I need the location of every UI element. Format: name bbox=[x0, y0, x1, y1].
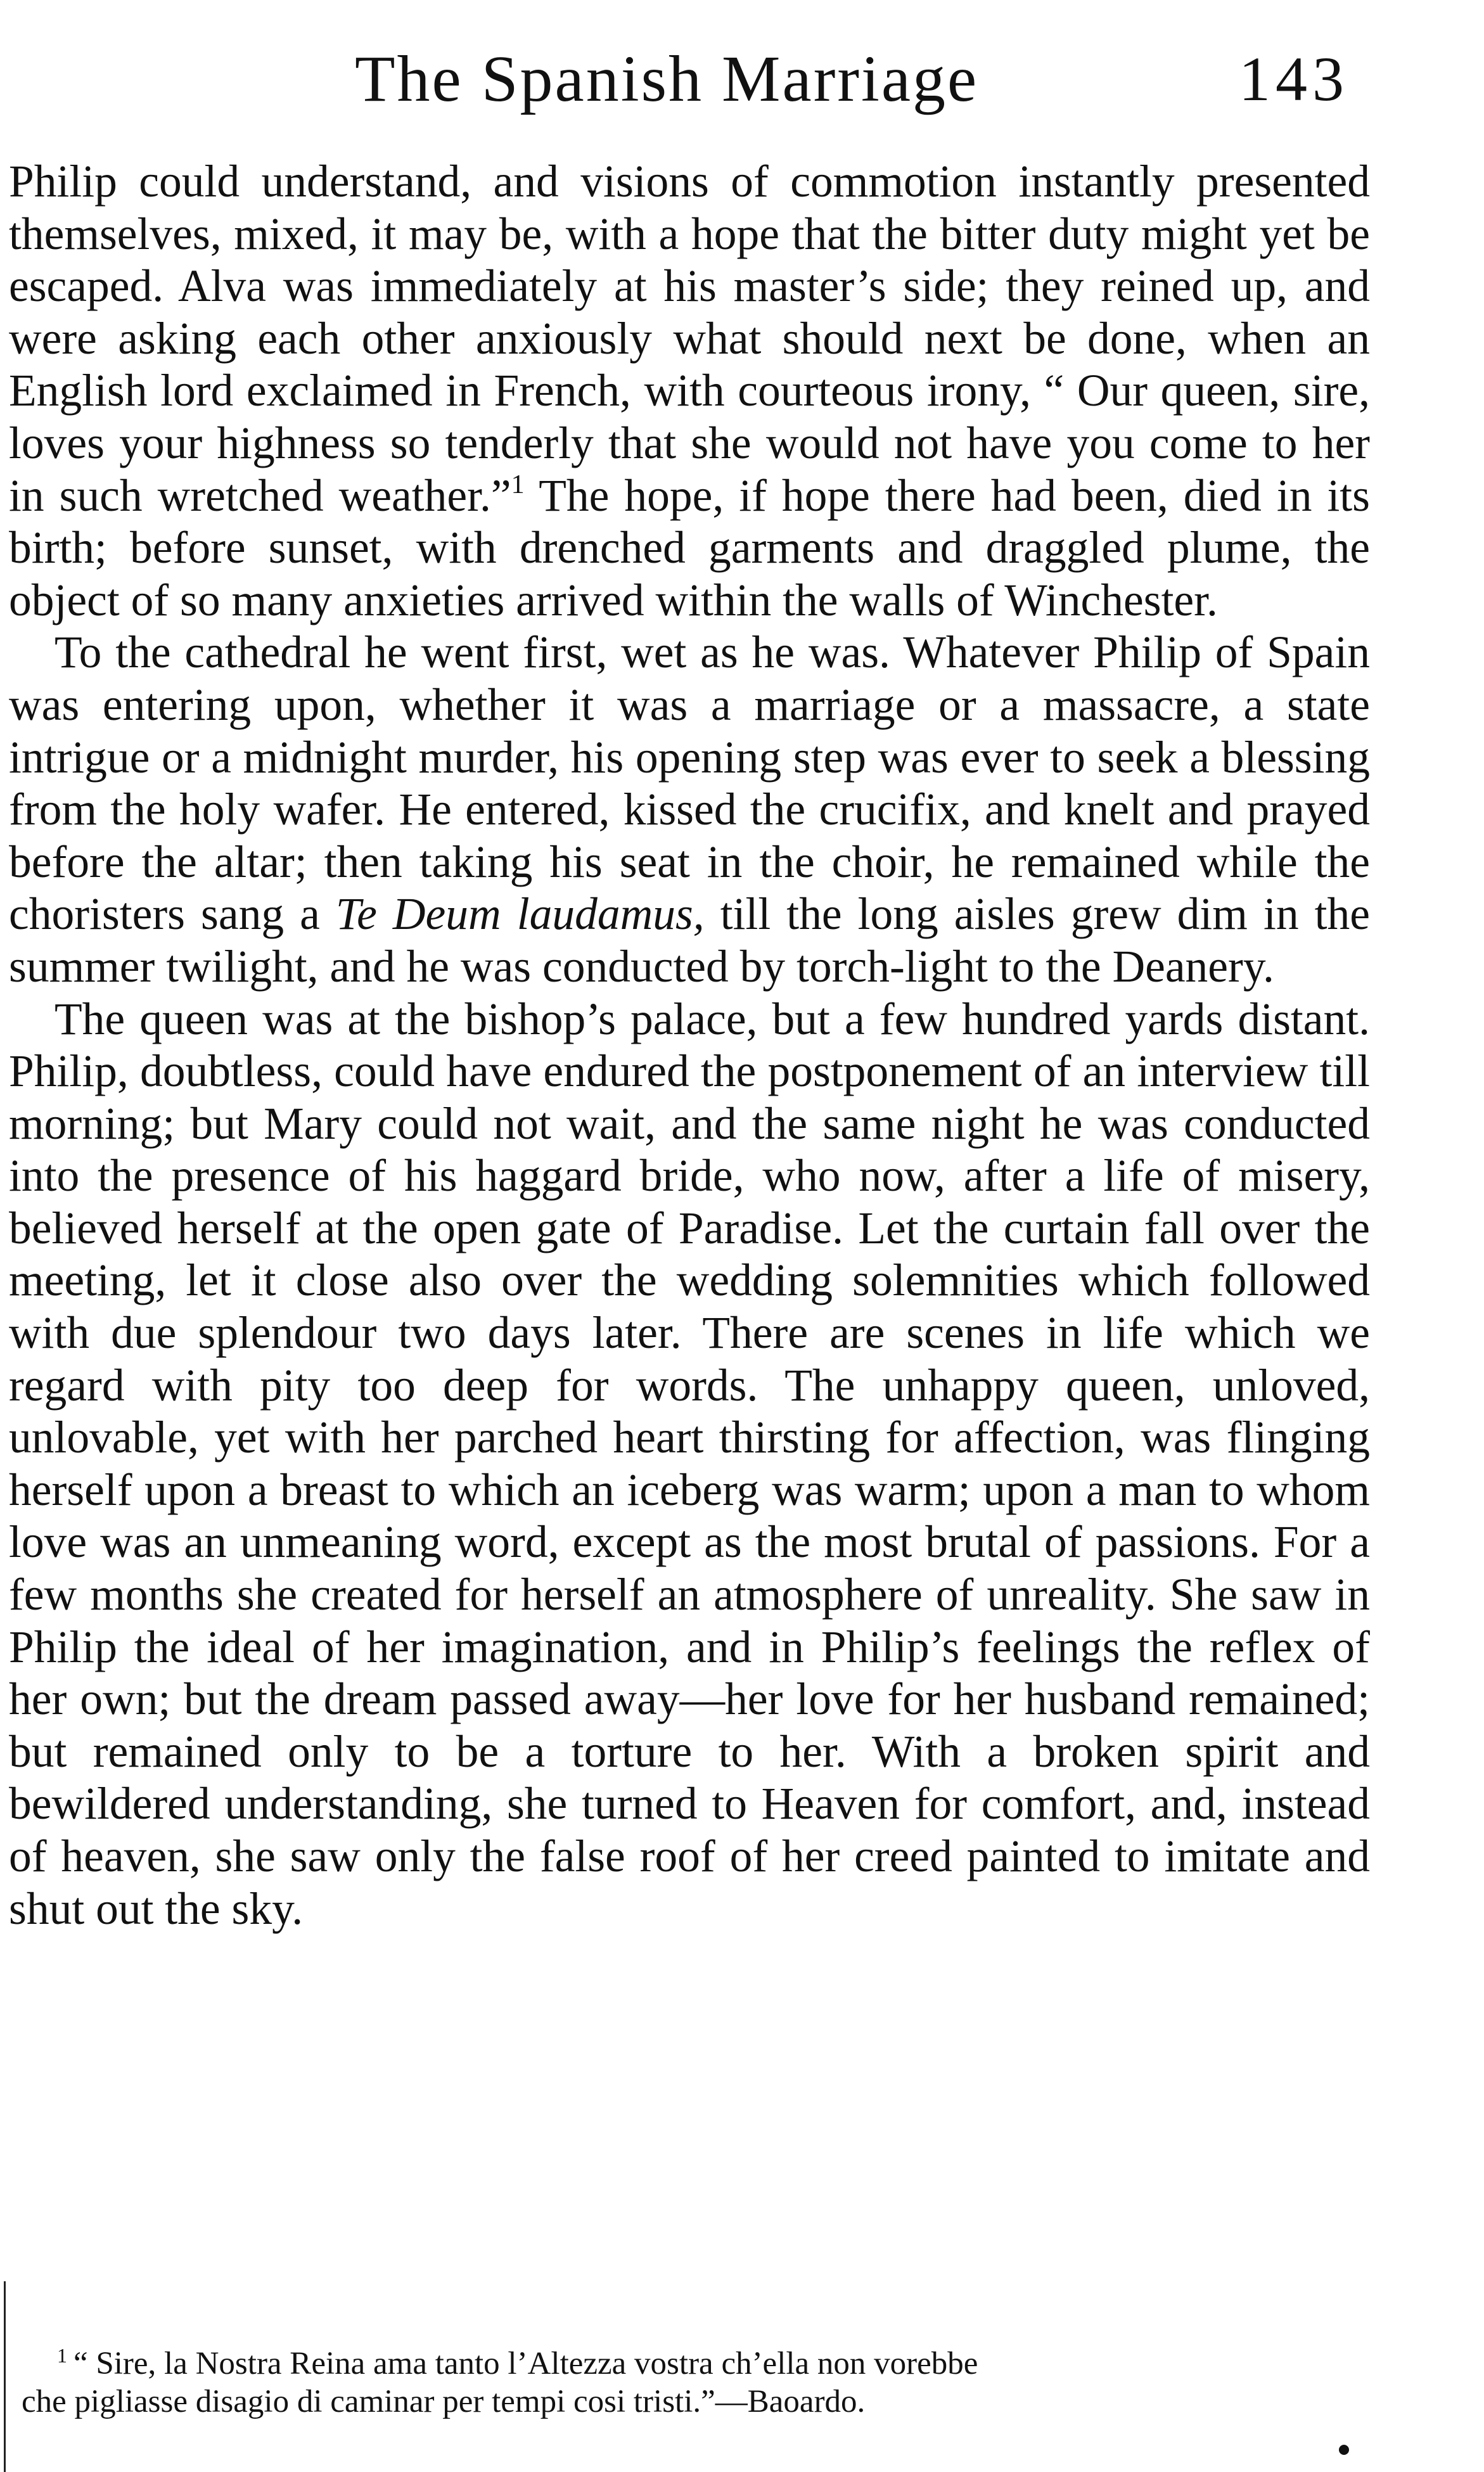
footnote-line-1-text: “ Sire, la Nostra Reina ama tanto l’Altezza vostra ch’ella non vorebbe bbox=[74, 2346, 978, 2381]
footnote bbox=[22, 2345, 1370, 2421]
paragraph-2-continuation: till the long aisles grew dim in the summer twilight, and he was conducted by torch-light to the Deanery. bbox=[9, 889, 1370, 992]
paragraph-2-text: To the cathedral he went first, wet as he was. Whatever Philip of Spain was entering upon, whether it was a marriage or a massacre, a state intrigue or a midnight murder, his opening step was ever to seek a blessing from the holy wafer. He entered, kissed the crucifix, and knelt and prayed before the altar; then taking his seat in the choir, he remained while the choristers sang a bbox=[9, 627, 1370, 940]
body-text bbox=[9, 156, 1370, 1935]
footnote-line-2: che pigliasse disagio di caminar per tempi cosi tristi.”—Baoardo. bbox=[22, 2384, 866, 2419]
footnote-mark: 1 bbox=[57, 2344, 67, 2367]
paragraph-1-text: Philip could understand, and visions of commotion instantly presented themselves, mixed, it may be, with a hope that the bitter duty might yet be escaped. Alva was immediately at his master’s side; they reined up, and were asking each other anxiously what should next be done, when an English lord exclaimed in French, with courteous irony, “ Our queen, sire, loves your highness so tenderly that she would not have you come to her in such wretched weather.” bbox=[9, 157, 1370, 521]
paragraph-1-continuation: The hope, if hope there had been, died in its birth; before sunset, with drenched garments and draggled plume, the object of so many anxieties arrived within the walls of Winchester. bbox=[9, 470, 1370, 625]
page-number: 143 bbox=[1239, 44, 1349, 114]
paragraph-3-text: The queen was at the bishop’s palace, but a few hundred yards distant. Philip, doubtless, could have endured the postponement of an interview till morning; but Mary could not wait, and the same night he was conducted into the presence of his haggard bride, who now, after a life of misery, believed herself at the open gate of Paradise. Let the curtain fall over the meeting, let it close also over the wedding solemnities which followed with due splendour two days later. There are scenes in life which we regard with pity too deep for words. The unhappy queen, unloved, unlovable, yet with her parched heart thirsting for affection, was flinging herself upon a breast to which an iceberg was warm; upon a man to whom love was an unmeaning word, except as the most brutal of passions. For a few months she created for herself an atmosphere of unreality. She saw in Philip the ideal of her imagination, and in Philip’s feelings the reflex of her own; but the dream passed away—her love for her husband remained; but remained only to be a torture to her. With a broken spirit and bewildered understanding, she turned to Heaven for comfort, and, instead of heaven, she saw only the false roof of her creed painted to imitate and shut out the sky. bbox=[9, 994, 1370, 1934]
ink-speck bbox=[1339, 2445, 1349, 2455]
paragraph-2 bbox=[9, 627, 1370, 993]
paragraph-2-italic-phrase: Te Deum laudamus, bbox=[335, 889, 705, 940]
paragraph-3 bbox=[9, 994, 1370, 1936]
footnote-line-1 bbox=[22, 2345, 1370, 2383]
running-head bbox=[0, 38, 1394, 120]
left-margin-rule bbox=[4, 2281, 6, 2472]
footnote-reference: 1 bbox=[511, 470, 525, 499]
paragraph-1 bbox=[9, 156, 1370, 627]
running-head-title: The Spanish Marriage bbox=[355, 42, 979, 115]
